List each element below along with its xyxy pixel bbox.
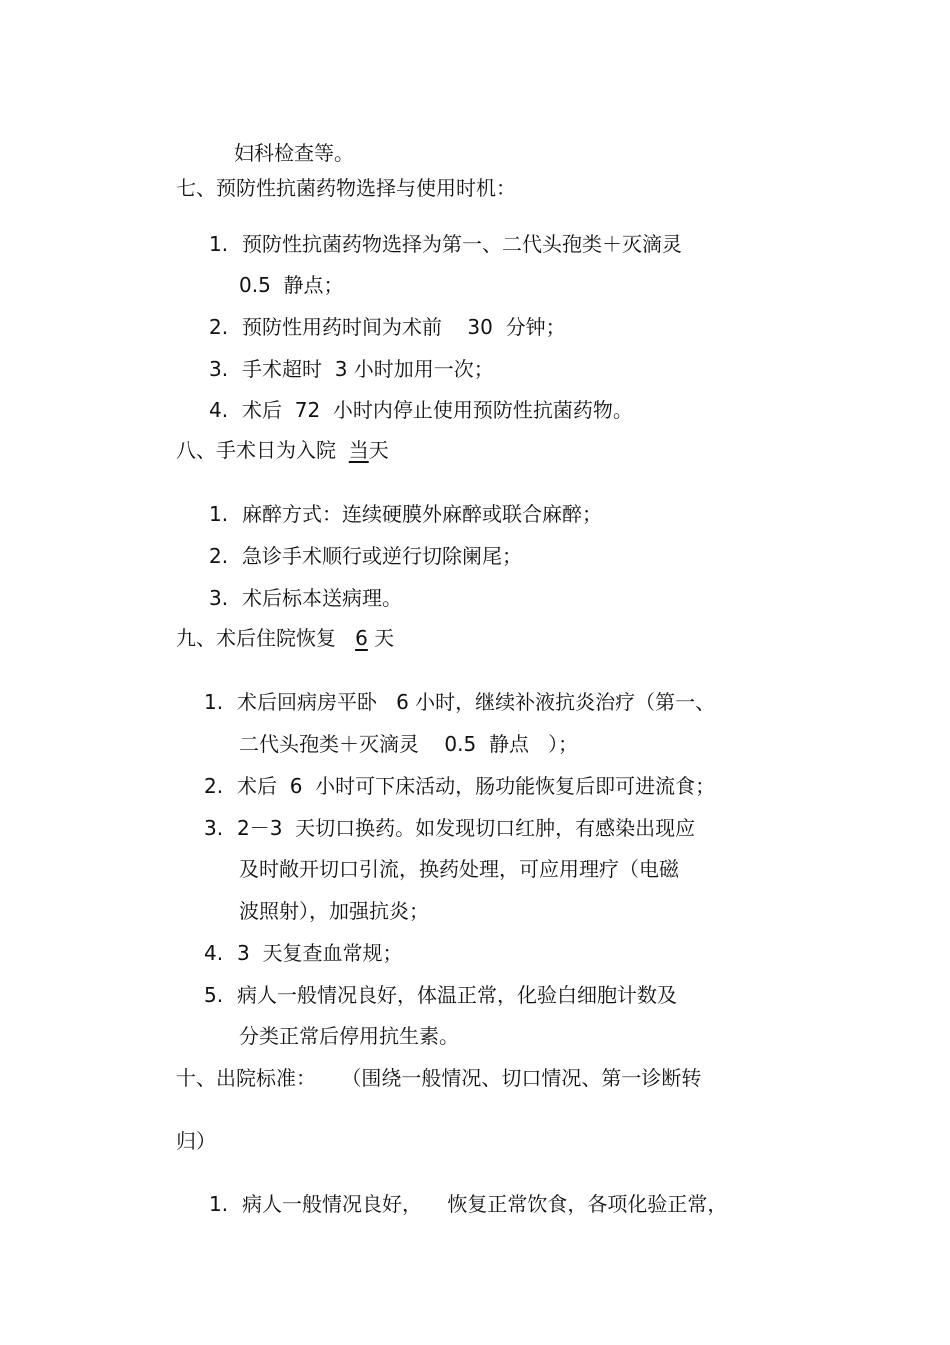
section-heading-8 — [176, 438, 389, 462]
list-item-continuation: 及时敞开切口引流，换药处理，可应用理疗（电磁 — [239, 857, 679, 881]
heading-text: 天 — [367, 626, 395, 650]
list-item-text: 手术超时 3 小时加用一次； — [242, 357, 494, 381]
list-item-continuation: 二代头孢类＋灭滴灵 0.5 静点 ）； — [239, 732, 579, 756]
list-number: 1. — [209, 502, 229, 526]
list-item-text: 预防性抗菌药物选择为第一、二代头孢类＋灭滴灵 — [242, 232, 682, 256]
section-heading-9 — [176, 626, 394, 650]
list-item-continuation: 0.5 静点； — [239, 273, 344, 297]
list-number: 2. — [209, 315, 229, 339]
list-number: 3. — [204, 816, 224, 840]
heading-text: 九、术后住院恢复 — [176, 626, 356, 650]
section-heading-10: 十、出院标准： （围绕一般情况、切口情况、第一诊断转 — [176, 1066, 702, 1090]
list-number: 4. — [204, 941, 224, 965]
section-heading-7: 七、预防性抗菌药物选择与使用时机： — [176, 176, 516, 200]
list-number: 2. — [204, 774, 224, 798]
list-item-text: 预防性用药时间为术前 30 分钟； — [242, 315, 566, 339]
underlined-value: 6 — [355, 626, 368, 650]
list-number: 3. — [209, 357, 229, 381]
list-number: 2. — [209, 544, 229, 568]
list-item-text: 3 天复查血常规； — [237, 941, 403, 965]
heading-text: 天 — [368, 438, 389, 462]
list-item-text: 术后 6 小时可下床活动，肠功能恢复后即可进流食； — [237, 774, 716, 798]
underlined-value: 当 — [348, 438, 369, 462]
list-item-continuation: 波照射），加强抗炎； — [239, 899, 429, 923]
list-item-continuation: 分类正常后停用抗生素。 — [239, 1024, 459, 1048]
list-number: 4. — [209, 398, 229, 422]
list-number: 3. — [209, 586, 229, 610]
list-item-text: 病人一般情况良好，体温正常，化验白细胞计数及 — [237, 983, 677, 1007]
list-item-text: 急诊手术顺行或逆行切除阑尾； — [242, 544, 522, 568]
list-item-text: 术后标本送病理。 — [242, 586, 402, 610]
list-number: 1. — [204, 690, 224, 714]
list-item-text: 麻醉方式：连续硬膜外麻醉或联合麻醉； — [242, 502, 602, 526]
list-item-text: 术后 72 小时内停止使用预防性抗菌药物。 — [242, 398, 633, 422]
heading-text: 八、手术日为入院 — [176, 438, 349, 462]
list-number: 1. — [209, 232, 229, 256]
list-number: 5. — [204, 983, 224, 1007]
list-item-text: 病人一般情况良好， 恢复正常饮食，各项化验正常， — [242, 1192, 728, 1216]
list-item-text: 2－3 天切口换药。如发现切口红肿，有感染出现应 — [237, 816, 696, 840]
section-heading-continuation: 归） — [176, 1129, 216, 1153]
text-line: 妇科检查等。 — [234, 141, 354, 165]
list-item-text: 术后回病房平卧 6 小时，继续补液抗炎治疗（第一、 — [237, 690, 716, 714]
list-number: 1. — [209, 1192, 229, 1216]
